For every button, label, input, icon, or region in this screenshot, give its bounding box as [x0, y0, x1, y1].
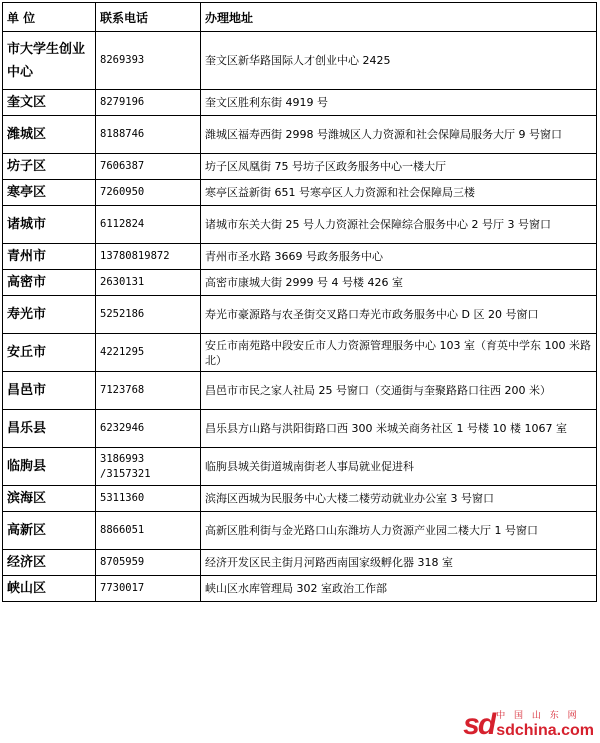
watermark-top: 中 国 山 东 网	[496, 711, 580, 721]
unit-cell: 高密市	[3, 270, 96, 296]
header-phone: 联系电话	[96, 3, 201, 32]
table-row	[3, 116, 597, 154]
unit-cell: 潍城区	[3, 116, 96, 154]
unit-cell: 峡山区	[3, 576, 96, 602]
table-row	[3, 410, 597, 448]
header-address: 办理地址	[201, 3, 597, 32]
watermark-text	[496, 711, 594, 739]
unit-cell: 诸城市	[3, 206, 96, 244]
office-table	[2, 2, 597, 602]
address-cell: 临朐县城关街道城南街老人事局就业促进科	[201, 448, 597, 486]
unit-cell: 经济区	[3, 550, 96, 576]
unit-cell: 寿光市	[3, 296, 96, 334]
address-cell: 安丘市南苑路中段安丘市人力资源管理服务中心 103 室（育英中学东 100 米路北）	[201, 334, 597, 372]
address-cell: 高新区胜利街与金光路口山东潍坊人力资源产业园二楼大厅 1 号窗口	[201, 512, 597, 550]
phone-cell: 7606387	[96, 154, 201, 180]
address-cell: 青州市圣水路 3669 号政务服务中心	[201, 244, 597, 270]
table-row	[3, 448, 597, 486]
unit-cell: 青州市	[3, 244, 96, 270]
unit-cell: 滨海区	[3, 486, 96, 512]
table-row	[3, 296, 597, 334]
table-row	[3, 206, 597, 244]
unit-cell: 安丘市	[3, 334, 96, 372]
phone-cell: 8705959	[96, 550, 201, 576]
phone-cell: 4221295	[96, 334, 201, 372]
table-row	[3, 576, 597, 602]
address-cell: 坊子区凤凰街 75 号坊子区政务服务中心一楼大厅	[201, 154, 597, 180]
table-body	[3, 3, 597, 602]
address-cell: 奎文区胜利东街 4919 号	[201, 90, 597, 116]
phone-cell: 7730017	[96, 576, 201, 602]
unit-cell: 临朐县	[3, 448, 96, 486]
table-row	[3, 372, 597, 410]
phone-cell: 8866051	[96, 512, 201, 550]
table-row	[3, 512, 597, 550]
phone-cell: 8188746	[96, 116, 201, 154]
address-cell: 诸城市东关大街 25 号人力资源社会保障综合服务中心 2 号厅 3 号窗口	[201, 206, 597, 244]
phone-cell: 7260950	[96, 180, 201, 206]
table-row	[3, 154, 597, 180]
address-cell: 峡山区水库管理局 302 室政治工作部	[201, 576, 597, 602]
header-row	[3, 3, 597, 32]
unit-cell: 昌邑市	[3, 372, 96, 410]
phone-cell: 8279196	[96, 90, 201, 116]
phone-cell: 3186993 /3157321	[96, 448, 201, 486]
phone-cell: 5311360	[96, 486, 201, 512]
unit-cell: 昌乐县	[3, 410, 96, 448]
watermark-bottom: sdchina.com	[496, 722, 594, 739]
address-cell: 潍城区福寿西街 2998 号潍城区人力资源和社会保障局服务大厅 9 号窗口	[201, 116, 597, 154]
phone-cell: 6232946	[96, 410, 201, 448]
address-cell: 昌邑市市民之家人社局 25 号窗口（交通街与奎聚路路口往西 200 米）	[201, 372, 597, 410]
table-row	[3, 244, 597, 270]
unit-cell: 奎文区	[3, 90, 96, 116]
phone-cell: 13780819872	[96, 244, 201, 270]
phone-cell: 8269393	[96, 32, 201, 90]
table-row	[3, 180, 597, 206]
unit-cell: 市大学生创业中心	[3, 32, 96, 90]
address-cell: 寿光市豪源路与农圣街交叉路口寿光市政务服务中心 D 区 20 号窗口	[201, 296, 597, 334]
phone-cell: 2630131	[96, 270, 201, 296]
table-row	[3, 32, 597, 90]
sdchina-watermark	[463, 708, 594, 741]
phone-cell: 5252186	[96, 296, 201, 334]
phone-cell: 7123768	[96, 372, 201, 410]
unit-cell: 高新区	[3, 512, 96, 550]
table-row	[3, 486, 597, 512]
header-unit: 单 位	[3, 3, 96, 32]
table-row	[3, 550, 597, 576]
unit-cell: 坊子区	[3, 154, 96, 180]
address-cell: 昌乐县方山路与洪阳街路口西 300 米城关商务社区 1 号楼 10 楼 1067 室	[201, 410, 597, 448]
table-row	[3, 90, 597, 116]
address-cell: 经济开发区民主街月河路西南国家级孵化器 318 室	[201, 550, 597, 576]
table-row	[3, 270, 597, 296]
watermark-logo: sd	[463, 708, 495, 741]
phone-cell: 6112824	[96, 206, 201, 244]
address-cell: 寒亭区益新街 651 号寒亭区人力资源和社会保障局三楼	[201, 180, 597, 206]
table-row	[3, 334, 597, 372]
address-cell: 高密市康城大街 2999 号 4 号楼 426 室	[201, 270, 597, 296]
address-cell: 奎文区新华路国际人才创业中心 2425	[201, 32, 597, 90]
unit-cell: 寒亭区	[3, 180, 96, 206]
address-cell: 滨海区西城为民服务中心大楼二楼劳动就业办公室 3 号窗口	[201, 486, 597, 512]
